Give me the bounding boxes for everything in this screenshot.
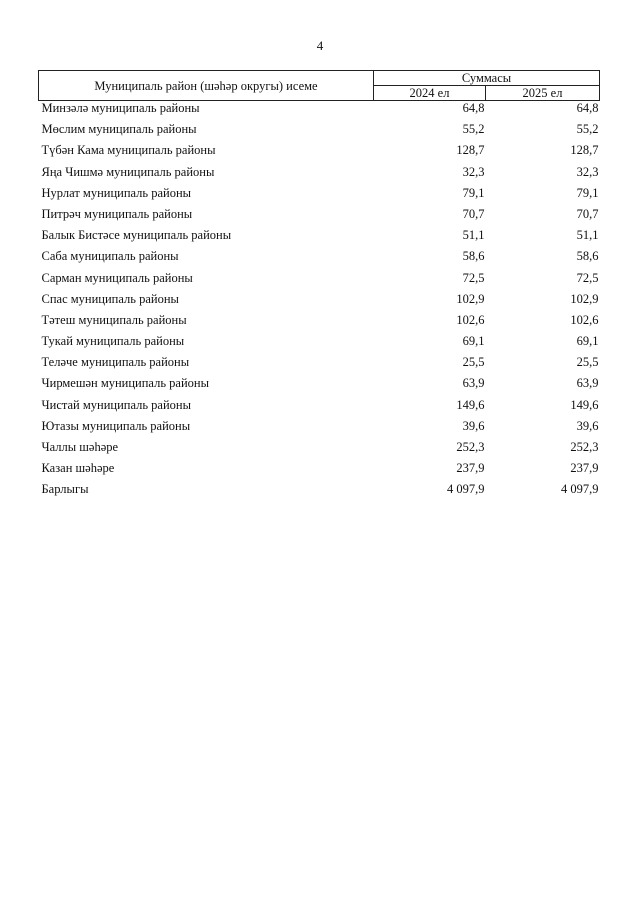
amount-2024-cell: 63,9 [462, 376, 485, 391]
district-name-cell: Балык Бистәсе муниципаль районы [41, 228, 232, 243]
table-row [39, 271, 600, 292]
amount-2024-cell: 128,7 [456, 143, 485, 158]
header-year-2024: 2024 ел [374, 86, 486, 101]
table-row [39, 398, 600, 419]
amount-2024-cell: 51,1 [462, 228, 485, 243]
amount-2025-cell: 128,7 [570, 143, 599, 158]
amount-2024-cell: 55,2 [462, 122, 485, 137]
amount-2024-cell: 79,1 [462, 185, 485, 200]
table-row [39, 376, 600, 397]
table-row [39, 249, 600, 270]
amount-2025-cell: 4 097,9 [561, 482, 599, 497]
amount-2024-cell: 32,3 [462, 164, 485, 179]
table-row [39, 165, 600, 186]
table-row [39, 143, 600, 164]
table-row [39, 207, 600, 228]
amount-2025-cell: 70,7 [576, 206, 599, 221]
district-name-cell: Саба муниципаль районы [41, 249, 179, 264]
table-row [39, 355, 600, 376]
district-name-cell: Сарман муниципаль районы [41, 270, 193, 285]
amount-2024-cell: 70,7 [462, 206, 485, 221]
amount-2025-cell: 39,6 [576, 418, 599, 433]
amount-2024-cell: 39,6 [462, 418, 485, 433]
district-name-cell: Тукай муниципаль районы [41, 334, 185, 349]
allocation-table [38, 70, 600, 504]
amount-2025-cell: 237,9 [570, 461, 599, 476]
table-body [39, 101, 600, 504]
table-row [39, 101, 600, 123]
amount-2024-cell: 25,5 [462, 355, 485, 370]
amount-2024-cell: 252,3 [456, 440, 485, 454]
district-name-cell: Барлыгы [41, 482, 89, 497]
table-row [39, 461, 600, 482]
table-row [39, 313, 600, 334]
district-name-cell: Нурлат муниципаль районы [41, 185, 192, 200]
amount-2025-cell: 72,5 [576, 270, 599, 285]
table-row [39, 186, 600, 207]
amount-2025-cell: 252,3 [570, 440, 599, 454]
district-name-cell: Ютазы муниципаль районы [41, 418, 191, 433]
district-name-cell: Чирмешән муниципаль районы [41, 376, 209, 391]
district-name-cell: Мөслим муниципаль районы [41, 122, 197, 137]
district-name-cell: Чистай муниципаль районы [41, 397, 191, 412]
amount-2024-cell: 58,6 [462, 249, 485, 264]
amount-2024-cell: 149,6 [456, 397, 485, 412]
table-row [39, 228, 600, 249]
amount-2025-cell: 25,5 [576, 355, 599, 370]
page-number: 4 [316, 38, 324, 53]
amount-2025-cell: 64,8 [576, 101, 599, 115]
amount-2024-cell: 72,5 [462, 270, 485, 285]
district-name-cell: Минзәлә муниципаль районы [41, 101, 200, 115]
amount-2025-cell: 58,6 [576, 249, 599, 264]
district-name-cell: Казан шәһәре [41, 461, 115, 476]
amount-2024-cell: 237,9 [456, 461, 485, 476]
district-name-cell: Яңа Чишмә муниципаль районы [41, 164, 215, 179]
amount-2025-cell: 69,1 [576, 334, 599, 349]
table-header [39, 71, 600, 101]
amount-2025-cell: 55,2 [576, 122, 599, 137]
table-row [39, 440, 600, 461]
header-district-name: Муниципаль район (шәһәр округы) исеме [39, 71, 374, 101]
district-name-cell: Тәтеш муниципаль районы [41, 312, 187, 327]
amount-2024-cell: 69,1 [462, 334, 485, 349]
amount-2024-cell: 102,9 [456, 291, 485, 306]
amount-2024-cell: 102,6 [456, 312, 485, 327]
district-name-cell: Спас муниципаль районы [41, 291, 179, 306]
table-row [39, 334, 600, 355]
amount-2024-cell: 4 097,9 [447, 482, 485, 497]
table-row [39, 122, 600, 143]
district-name-cell: Чаллы шәһәре [41, 440, 119, 454]
amount-2025-cell: 51,1 [576, 228, 599, 243]
table-row [39, 292, 600, 313]
amount-2025-cell: 63,9 [576, 376, 599, 391]
district-name-cell: Питрәч муниципаль районы [41, 206, 193, 221]
amount-2025-cell: 102,6 [570, 312, 599, 327]
district-name-cell: Теләче муниципаль районы [41, 355, 190, 370]
amount-2025-cell: 32,3 [576, 164, 599, 179]
table-row [39, 482, 600, 503]
amount-2025-cell: 149,6 [570, 397, 599, 412]
district-name-cell: Түбән Кама муниципаль районы [41, 143, 216, 158]
header-sum: Суммасы [374, 71, 600, 86]
table-row [39, 419, 600, 440]
amount-2024-cell: 64,8 [462, 101, 485, 115]
amount-2025-cell: 79,1 [576, 185, 599, 200]
amount-2025-cell: 102,9 [570, 291, 599, 306]
header-year-2025: 2025 ел [486, 86, 600, 101]
